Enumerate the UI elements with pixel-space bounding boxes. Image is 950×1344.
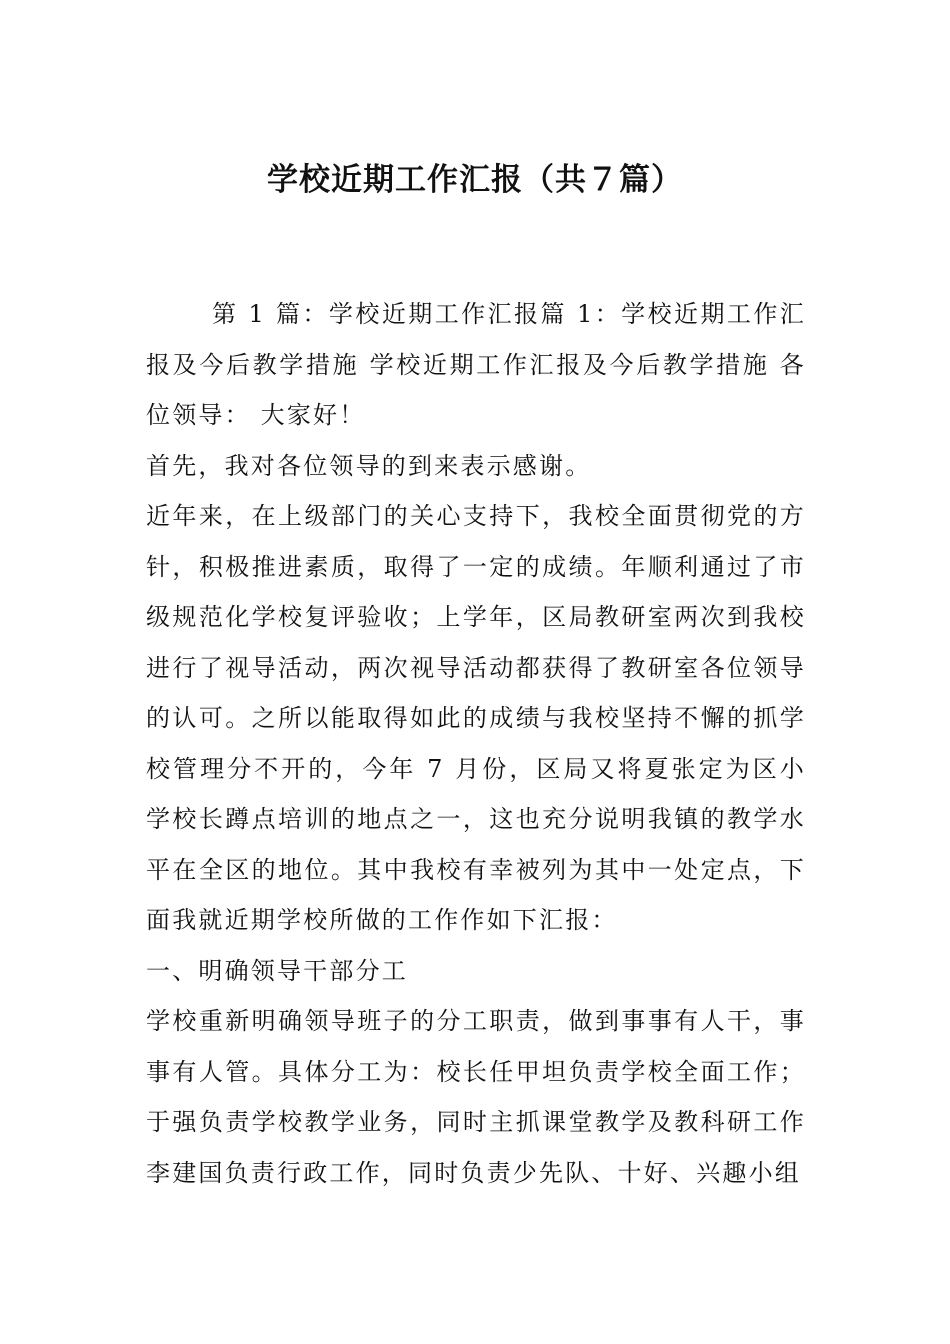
document-body (146, 289, 806, 1198)
section-heading-1: 一、明确领导干部分工 (146, 956, 408, 985)
document-title: 学校近期工作汇报（共７篇） (267, 162, 683, 198)
paragraph-intro: 第 1 篇：学校近期工作汇报篇 1：学校近期工作汇报及今后教学措施 学校近期工作汇报及今后教学措施 各位领导： 大家好！ (146, 300, 806, 429)
paragraph-thanks: 首先，我对各位领导的到来表示感谢。 (146, 451, 592, 480)
paragraph-division-of-duties: 学校重新明确领导班子的分工职责，做到事事有人干，事事有人管。具体分工为：校长任甲坦负责学校全面工作；于强负责学校教学业务，同时主抓课堂教学及教科研工作李建国负责行政工作，同时负责少先队、十好、兴趣小组 (146, 1007, 806, 1187)
paragraph-achievements: 近年来，在上级部门的关心支持下，我校全面贯彻党的方针，积极推进素质，取得了一定的成绩。年顺利通过了市级规范化学校复评验收；上学年，区局教研室两次到我校进行了视导活动，两次视导活动都获得了教研室各位领导的认可。之所以能取得如此的成绩与我校坚持不懈的抓学校管理分不开的，今年 7 月份，区局又将夏张定为区小学校长蹲点培训的地点之一，这也充分说明我镇的教学水平在全区的地位。其中我校有幸被列为其中一处定点，下面我就近期学校所做的工作作如下汇报： (146, 502, 806, 934)
